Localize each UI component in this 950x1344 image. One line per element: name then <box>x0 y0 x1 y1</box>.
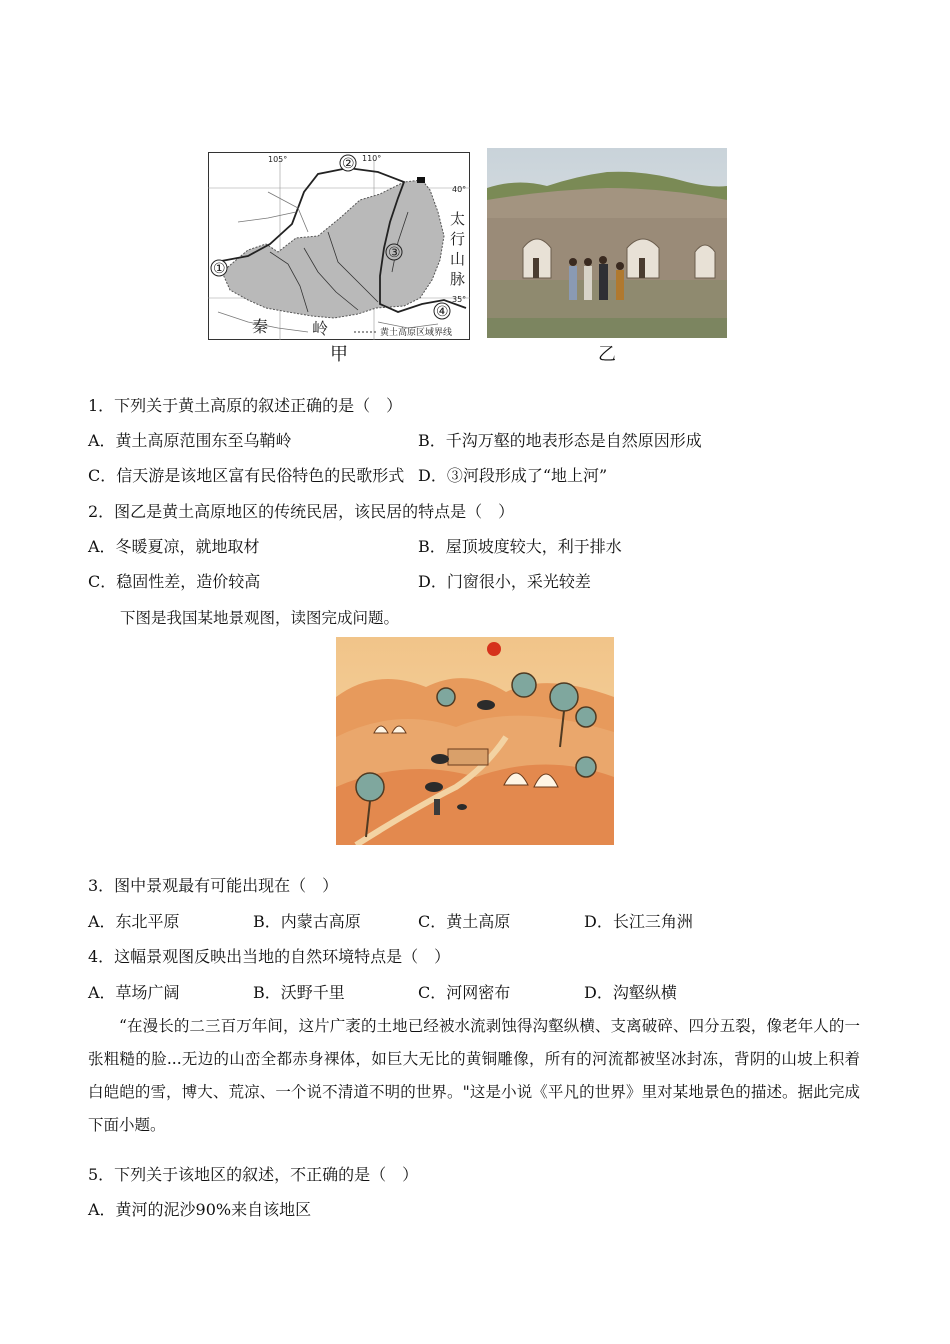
question-3-option-c: C．黄土高原 <box>418 912 511 931</box>
question-4-stem: 4．这幅景观图反映出当地的自然环境特点是（ ） <box>88 947 451 966</box>
taihang-char-3: 山 <box>450 250 466 268</box>
question-2-option-b: B．屋顶坡度较大，利于排水 <box>418 537 622 556</box>
taihang-char-2: 行 <box>450 230 466 248</box>
taihang-char-1: 太 <box>450 210 466 228</box>
question-4-option-c: C．河网密布 <box>418 983 511 1002</box>
lat-40-label: 40° <box>452 185 467 194</box>
question-3-option-a: A．东北平原 <box>88 912 180 931</box>
marker-1: ① <box>213 261 226 277</box>
question-4-option-b: B．沃野千里 <box>253 983 345 1002</box>
question-4-option-a: A．草场广阔 <box>88 983 180 1002</box>
loess-plateau-map <box>208 152 470 340</box>
taihang-char-4: 脉 <box>450 270 466 288</box>
question-1-stem: 1．下列关于黄土高原的叙述正确的是（ ） <box>88 396 403 415</box>
question-5-stem: 5．下列关于该地区的叙述，不正确的是（ ） <box>88 1165 419 1184</box>
question-2-option-a: A．冬暖夏凉，就地取材 <box>88 537 260 556</box>
question-3-option-d: D．长江三角洲 <box>584 912 693 931</box>
ling-label: 岭 <box>312 319 329 338</box>
question-2-option-d: D．门窗很小，采光较差 <box>418 572 591 591</box>
novel-passage: “在漫长的二三百万年间，这片广袤的土地已经被水流剥蚀得沟壑纵横、支离破碎、四分五裂，像老年人的一张粗糙的脸...无边的山峦全都赤身裸体，如巨大无比的黄铜雕像，所有的河流都被坚冰封冻，背阴的山坡上积着白皑皑的雪，博大、荒凉、一个说不清道不明的世界。"这是小说《平凡的世界》里对某地景色的描述。据此完成下面小题。 <box>88 1017 860 1134</box>
question-1-option-d: D．③河段形成了“地上河” <box>418 466 608 485</box>
question-1-option-c: C．信天游是该地区富有民俗特色的民歌形式 <box>88 466 405 485</box>
question-5-option-a: A．黄河的泥沙90%来自该地区 <box>88 1200 312 1219</box>
lat-35-label: 35° <box>452 295 467 304</box>
photo-caption: 乙 <box>598 344 616 365</box>
marker-2: ② <box>342 156 355 172</box>
lon-110-label: 110° <box>362 154 382 163</box>
question-2-stem: 2．图乙是黄土高原地区的传统民居，该民居的特点是（ ） <box>88 502 515 521</box>
marker-3: ③ <box>388 245 401 261</box>
landscape-painting <box>336 637 614 845</box>
map-legend: 黄土高原区域界线 <box>380 328 453 338</box>
question-2-option-c: C．稳固性差，造价较高 <box>88 572 261 591</box>
marker-4: ④ <box>436 304 449 320</box>
question-3-stem: 3．图中景观最有可能出现在（ ） <box>88 876 339 895</box>
question-3-option-b: B．内蒙古高原 <box>253 912 361 931</box>
qin-label: 秦 <box>252 317 269 336</box>
lon-105-label: 105° <box>268 155 288 164</box>
cave-dwelling-photo <box>487 148 727 338</box>
question-1-option-b: B．千沟万壑的地表形态是自然原因形成 <box>418 431 702 450</box>
painting-intro: 下图是我国某地景观图，读图完成问题。 <box>120 609 400 627</box>
question-4-option-d: D．沟壑纵横 <box>584 983 677 1002</box>
map-caption: 甲 <box>330 344 348 365</box>
question-1-option-a: A．黄土高原范围东至乌鞘岭 <box>88 431 292 450</box>
